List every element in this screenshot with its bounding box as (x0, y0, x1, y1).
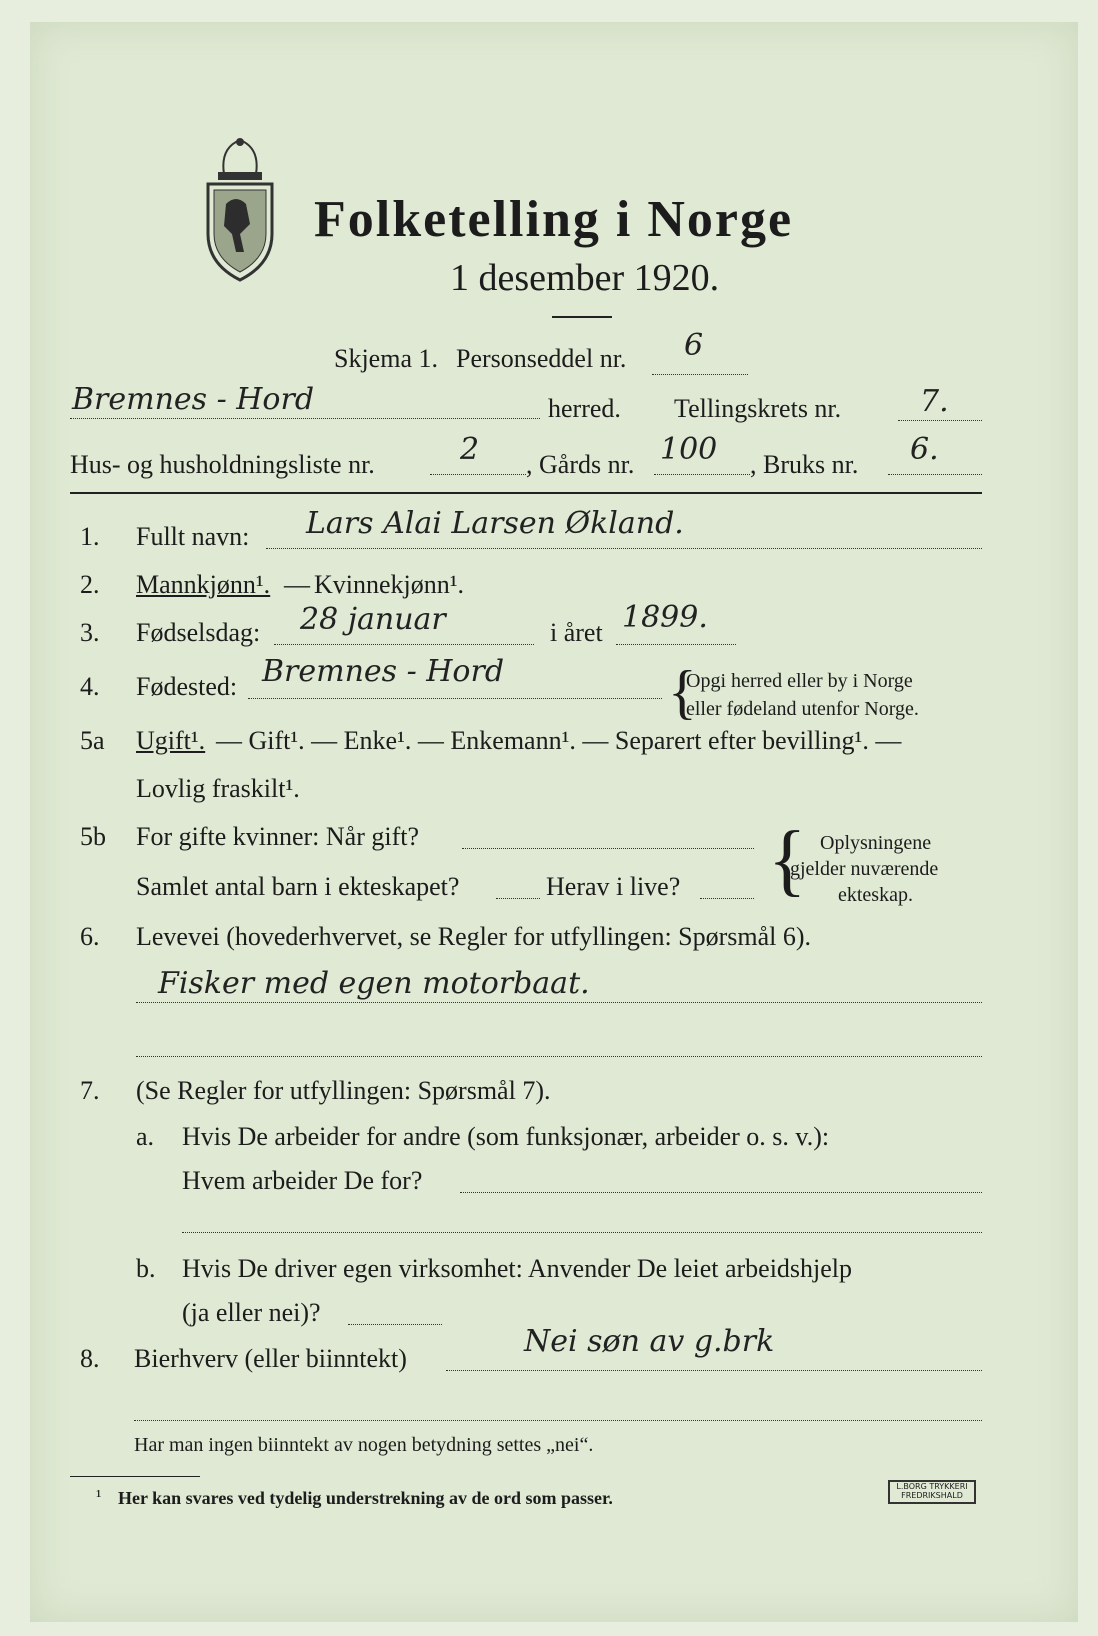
q5a-divorced-option: Lovlig fraskilt¹. (136, 774, 300, 803)
q5a-unmarried-option: Ugift¹. (136, 726, 206, 755)
q8-number: 8. (80, 1344, 100, 1373)
q5b-brace: { (768, 816, 807, 904)
q7b-text: Hvis De driver egen virksomhet: Anvender De leiet arbeidshjelp (182, 1254, 853, 1283)
q5b-alive-label: Herav i live? (546, 872, 681, 901)
section-divider (70, 492, 982, 494)
q1-line (266, 548, 982, 549)
q5b-children-line (496, 898, 540, 899)
q8-value: Nei søn av g.brk (524, 1324, 775, 1359)
norway-coat-of-arms-icon (200, 134, 280, 282)
q5b-note-line3: ekteskap. (838, 884, 913, 906)
herred-line (70, 418, 540, 419)
census-form (30, 22, 1078, 1622)
q4-number: 4. (80, 672, 100, 701)
personseddel-line (652, 374, 748, 375)
q5a-other-options: — Gift¹. — Enke¹. — Enkemann¹. — Separert efter bevilling¹. — (216, 726, 902, 755)
q8-label: Bierhverv (eller biinntekt) (134, 1344, 407, 1373)
bruks-line (888, 474, 982, 475)
bierhverv-note: Har man ingen biinntekt av nogen betydning settes „nei“. (134, 1434, 594, 1456)
tellingskrets-label: Tellingskrets nr. (674, 394, 842, 423)
printer-stamp-line1: L.BORG TRYKKERI (896, 1482, 968, 1491)
gards-value: 100 (660, 432, 718, 467)
q8-line1 (446, 1370, 982, 1371)
herred-label: herred. (548, 394, 621, 423)
q4-note-line2: eller fødeland utenfor Norge. (686, 698, 919, 720)
q8-line2 (134, 1420, 982, 1421)
q4-brace: { (668, 659, 697, 725)
bruks-label: , Bruks nr. (750, 450, 859, 479)
gards-line (654, 474, 750, 475)
q4-line (248, 698, 662, 699)
footnote-divider (70, 1476, 200, 1477)
q6-label: Levevei (hovederhvervet, se Regler for utfyllingen: Spørsmål 6). (136, 922, 812, 951)
q4-note-line1: Opgi herred eller by i Norge (686, 670, 913, 692)
q7b-letter: b. (136, 1254, 156, 1283)
census-date: 1 desember 1920. (450, 257, 720, 299)
q5b-children-label: Samlet antal barn i ekteskapet? (136, 872, 460, 901)
q7a-extra-line (182, 1232, 982, 1233)
q7-label: (Se Regler for utfyllingen: Spørsmål 7). (136, 1076, 551, 1105)
q5b-note-line2: gjelder nuværende (790, 858, 939, 880)
q7b-yesno-line (348, 1324, 442, 1325)
q2-female-option: Kvinnekjønn¹. (314, 570, 465, 599)
footnote-mark: ¹ (96, 1486, 102, 1506)
herred-value: Bremnes - Hord (72, 382, 315, 417)
personseddel-value: 6 (684, 328, 704, 363)
q5b-alive-line (700, 898, 754, 899)
q5b-note-line1: Oplysningene (820, 832, 932, 854)
q3-label: Fødselsdag: (136, 618, 261, 647)
divider (552, 316, 612, 318)
q4-value: Bremnes - Hord (262, 654, 505, 689)
q3-year-label: i året (550, 618, 603, 647)
q1-label: Fullt navn: (136, 522, 250, 551)
personseddel-label: Personseddel nr. (456, 344, 627, 373)
footnote-text: Her kan svares ved tydelig understrekning av de ord som passer. (118, 1488, 613, 1508)
q1-number: 1. (80, 522, 100, 551)
q7-number: 7. (80, 1076, 100, 1105)
q6-value: Fisker med egen motorbaat. (158, 966, 590, 1001)
tellingskrets-line (898, 420, 982, 421)
printer-stamp-line2: FREDRIKSHALD (901, 1491, 963, 1500)
q3-number: 3. (80, 618, 100, 647)
q3-year-line (616, 644, 736, 645)
hus-value: 2 (460, 432, 480, 467)
q1-value: Lars Alai Larsen Økland. (306, 506, 684, 541)
q5b-married-line (462, 848, 754, 849)
q7a-letter: a. (136, 1122, 155, 1151)
q7a-employer-label: Hvem arbeider De for? (182, 1166, 423, 1195)
tellingskrets-value: 7. (920, 384, 949, 419)
q5b-number: 5b (80, 822, 106, 851)
q2-number: 2. (80, 570, 100, 599)
printer-stamp (888, 1480, 976, 1504)
q2-separator: — (284, 570, 310, 599)
q7a-text: Hvis De arbeider for andre (som funksjonær, arbeider o. s. v.): (182, 1122, 830, 1151)
q5b-married-label: For gifte kvinner: Når gift? (136, 822, 420, 851)
q6-line2 (136, 1056, 982, 1057)
q6-line1 (136, 1002, 982, 1003)
q5a-number: 5a (80, 726, 105, 755)
hus-label: Hus- og husholdningsliste nr. (70, 450, 375, 479)
q3-value: 28 januar (300, 602, 446, 637)
q6-number: 6. (80, 922, 100, 951)
hus-line (430, 474, 526, 475)
schema-label: Skjema 1. (334, 344, 438, 373)
form-title: Folketelling i Norge (314, 191, 794, 248)
q7b-yesno-label: (ja eller nei)? (182, 1298, 321, 1327)
q4-label: Fødested: (136, 672, 238, 701)
q7a-employer-line (460, 1192, 982, 1193)
gards-label: , Gårds nr. (526, 450, 635, 479)
bruks-value: 6. (910, 432, 939, 467)
q3-date-line (274, 644, 534, 645)
q2-male-option: Mannkjønn¹. (136, 570, 271, 599)
q3-year-value: 1899. (622, 600, 708, 635)
